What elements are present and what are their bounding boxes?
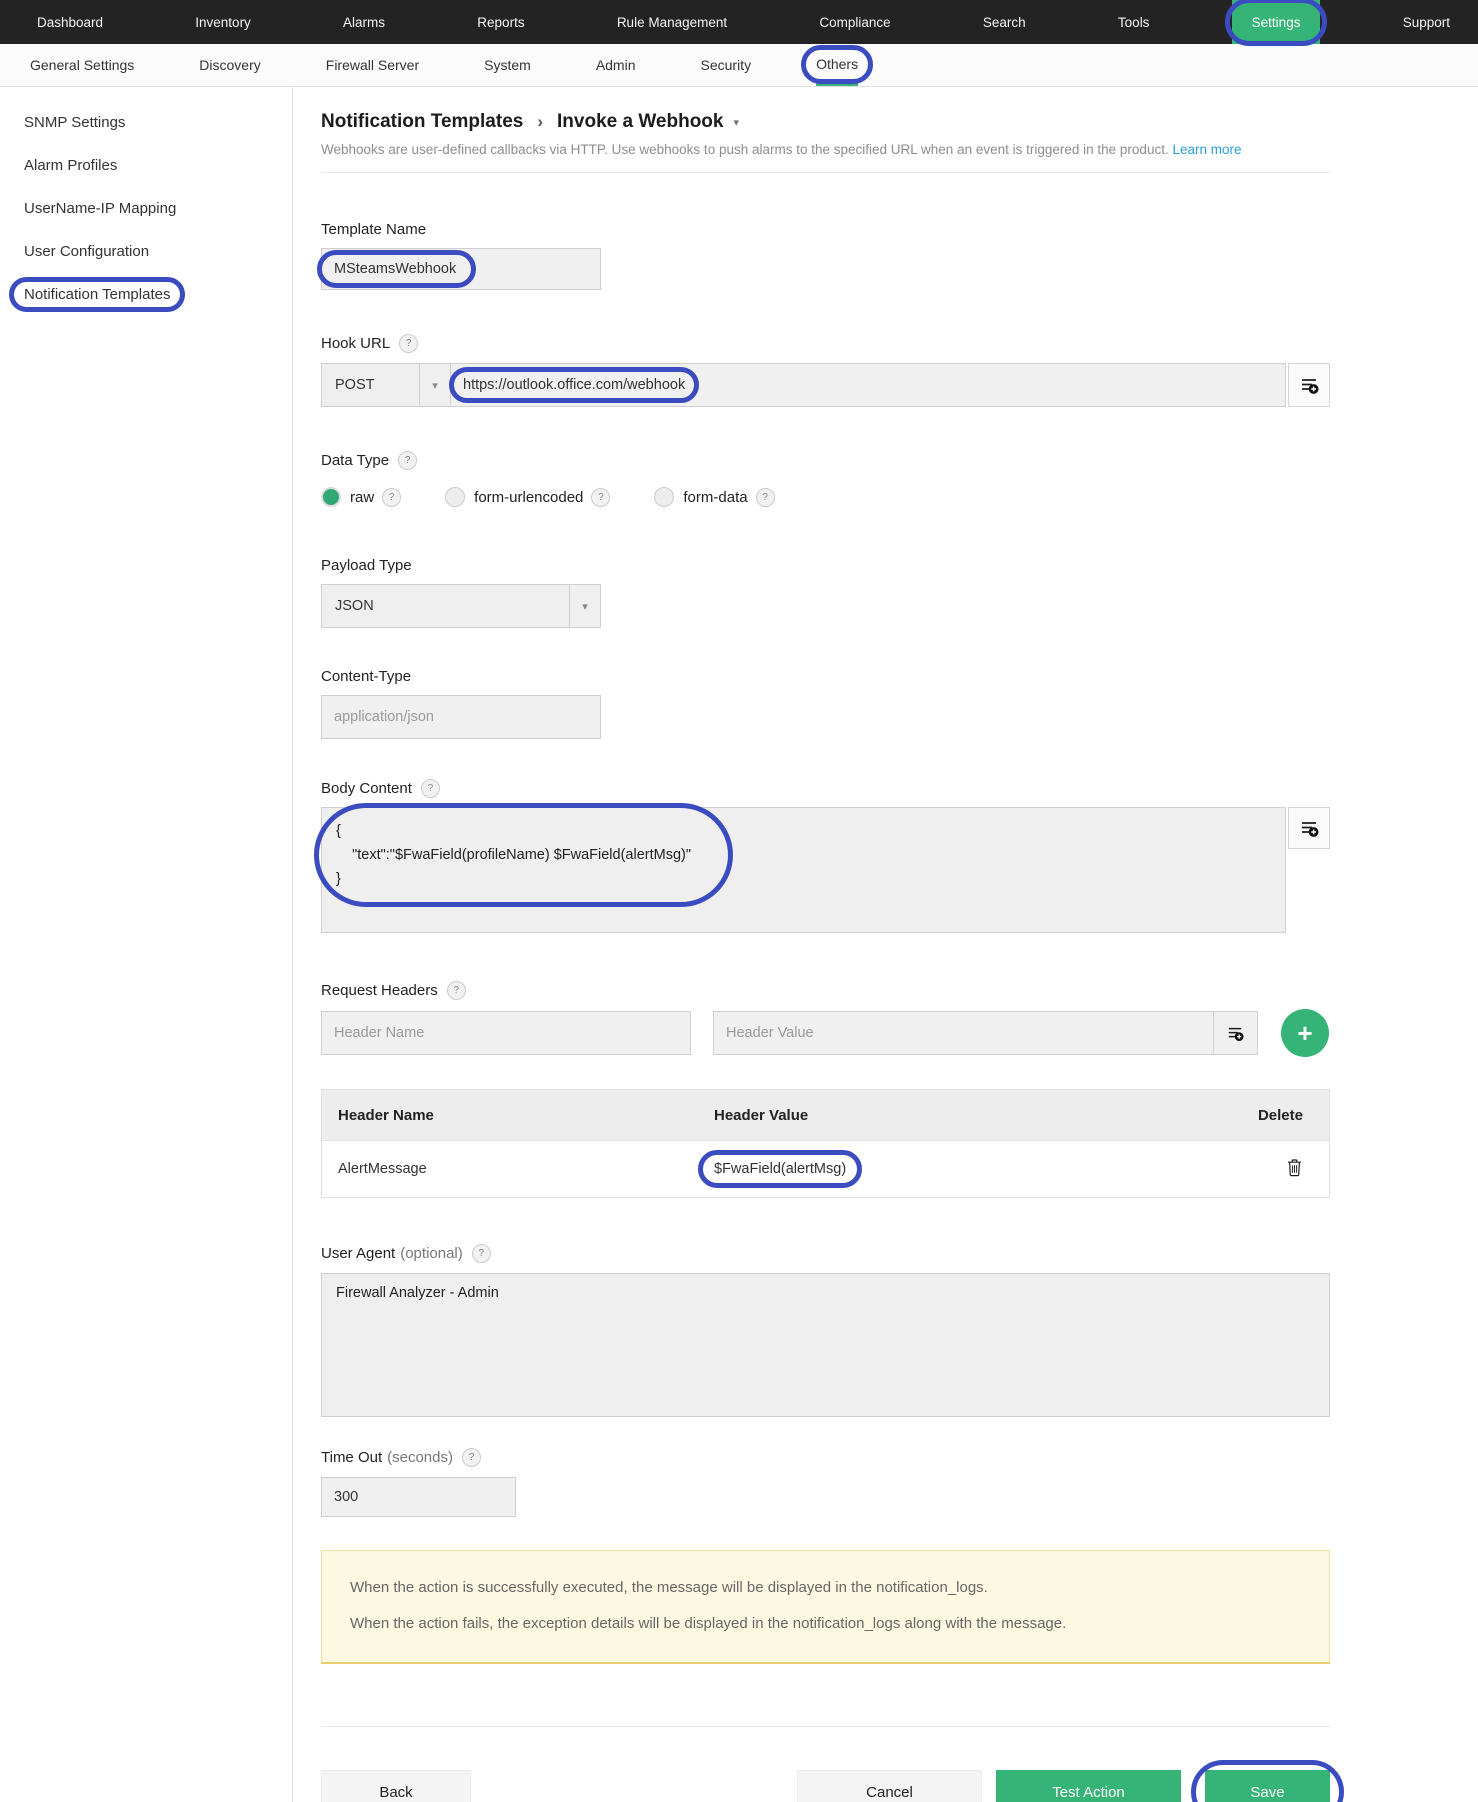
caret-down-icon[interactable]: ▾: [569, 585, 600, 627]
subnav-general-settings[interactable]: General Settings: [30, 57, 135, 73]
sidebar-item-alarm-profiles[interactable]: [0, 144, 292, 187]
back-button[interactable]: Back: [321, 1770, 471, 1802]
help-icon[interactable]: ?: [462, 1448, 481, 1467]
template-name-input[interactable]: [321, 248, 601, 290]
request-headers-inputs: [321, 1009, 1330, 1057]
request-headers-table: [321, 1089, 1330, 1198]
body-line: }: [336, 871, 341, 887]
sidebar-item-snmp-settings[interactable]: [0, 101, 292, 144]
help-icon[interactable]: ?: [421, 779, 440, 798]
nav-alarms[interactable]: Alarms: [343, 14, 386, 30]
payload-type-label: Payload Type: [321, 557, 412, 574]
insert-field-icon: [1300, 819, 1319, 838]
info-line: When the action is successfully executed, the message will be displayed in the notification_logs.: [350, 1579, 988, 1596]
nav-tools[interactable]: Tools: [1117, 14, 1150, 30]
subnav-others-label: Others: [816, 55, 859, 72]
user-agent-optional: (optional): [400, 1245, 463, 1262]
nav-inventory[interactable]: Inventory: [195, 14, 251, 30]
nav-settings-label: Settings: [1251, 14, 1301, 30]
insert-field-button[interactable]: [1288, 807, 1330, 849]
nav-reports[interactable]: Reports: [477, 14, 525, 30]
help-icon[interactable]: ?: [756, 488, 775, 507]
title-caret-down-icon[interactable]: ▾: [733, 116, 740, 129]
http-method-select[interactable]: [321, 363, 451, 407]
radio-label: form-urlencoded: [474, 488, 584, 506]
radio-label: raw: [350, 488, 375, 506]
body-line: "text":"$FwaField(profileName) $FwaField(alertMsg)": [336, 847, 691, 863]
content-type-placeholder: application/json: [334, 709, 434, 725]
help-icon[interactable]: ?: [382, 488, 401, 507]
table-header: [322, 1090, 1329, 1140]
template-name-value: MSteamsWebhook: [334, 261, 457, 277]
radio-form-data[interactable]: [654, 487, 674, 507]
sidebar-item-user-configuration[interactable]: [0, 230, 292, 273]
hook-url-row: [321, 363, 1330, 407]
content-type-input[interactable]: [321, 695, 601, 739]
save-button-label: Save: [1250, 1783, 1285, 1801]
sidebar-item-label: SNMP Settings: [24, 114, 126, 131]
body-content-row: [321, 807, 1330, 933]
page-title: Invoke a Webhook: [557, 111, 724, 132]
radio-form-urlencoded[interactable]: [445, 487, 465, 507]
time-out-seconds: (seconds): [387, 1449, 453, 1466]
user-agent-label: User Agent (optional) ?: [321, 1244, 1330, 1263]
hook-url-label: Hook URL ?: [321, 334, 1330, 353]
insert-field-icon: [1227, 1025, 1244, 1042]
table-row: [322, 1140, 1329, 1197]
hook-url-value: https://outlook.office.com/webhook: [463, 377, 686, 393]
insert-field-button[interactable]: [1213, 1012, 1257, 1054]
settings-sub-navigation: [0, 44, 1478, 87]
request-headers-label: Request Headers ?: [321, 981, 1330, 1000]
divider: [321, 172, 1330, 173]
subnav-firewall-server[interactable]: Firewall Server: [325, 57, 420, 73]
payload-type-value: JSON: [335, 598, 374, 614]
notification-info-box: [321, 1550, 1330, 1664]
user-agent-value: Firewall Analyzer - Admin: [336, 1285, 499, 1301]
test-action-button[interactable]: Test Action: [996, 1770, 1181, 1802]
nav-compliance[interactable]: Compliance: [819, 14, 891, 30]
trash-icon: [1286, 1158, 1303, 1177]
data-type-options: [321, 487, 1330, 507]
header-value-placeholder: Header Value: [726, 1025, 814, 1041]
action-buttons: [321, 1770, 1330, 1802]
col-header-delete: Delete: [1257, 1106, 1303, 1124]
delete-header-button[interactable]: [1286, 1158, 1303, 1181]
settings-sidebar: [0, 87, 293, 1802]
subnav-others[interactable]: [816, 44, 858, 86]
sidebar-item-username-ip-mapping[interactable]: [0, 187, 292, 230]
cancel-button[interactable]: Cancel: [797, 1770, 982, 1802]
data-type-label: Data Type ?: [321, 451, 1330, 470]
breadcrumb[interactable]: Notification Templates: [321, 111, 524, 132]
help-icon[interactable]: ?: [447, 981, 466, 1000]
breadcrumb-chevron-icon: ›: [537, 112, 544, 131]
col-header-value: Header Value: [714, 1106, 809, 1124]
info-line: When the action fails, the exception details will be displayed in the notification_logs along with the message.: [350, 1615, 1067, 1632]
subnav-system[interactable]: System: [484, 57, 531, 73]
content-type-label: Content-Type: [321, 668, 412, 685]
nav-support[interactable]: Support: [1402, 14, 1450, 30]
header-name-input[interactable]: [321, 1011, 691, 1055]
col-header-name: Header Name: [338, 1106, 434, 1124]
help-icon[interactable]: ?: [398, 451, 417, 470]
hook-url-input[interactable]: [451, 363, 1286, 407]
divider: [321, 1726, 1330, 1727]
time-out-label: Time Out (seconds) ?: [321, 1448, 1330, 1467]
body-content-label: Body Content ?: [321, 779, 1330, 798]
subnav-security[interactable]: Security: [700, 57, 752, 73]
sidebar-item-label: User Configuration: [24, 243, 150, 260]
sidebar-item-label: Alarm Profiles: [24, 157, 118, 174]
nav-rule-management[interactable]: Rule Management: [616, 14, 728, 30]
save-button[interactable]: [1205, 1770, 1330, 1802]
caret-down-icon[interactable]: ▾: [419, 364, 450, 406]
radio-label: form-data: [683, 488, 748, 506]
page-description: Webhooks are user-defined callbacks via HTTP. Use webhooks to push alarms to the specified URL when an event is triggered in the product. Learn more: [321, 142, 1242, 157]
sidebar-item-label: UserName-IP Mapping: [24, 200, 177, 217]
page-title-row: [321, 111, 1330, 133]
main-content: [293, 87, 1478, 1802]
insert-field-icon: [1300, 376, 1319, 395]
nav-search[interactable]: Search: [982, 14, 1026, 30]
radio-option-raw[interactable]: [321, 487, 401, 507]
subnav-discovery[interactable]: Discovery: [199, 57, 261, 73]
help-icon[interactable]: ?: [591, 488, 610, 507]
plus-icon: +: [1297, 1017, 1313, 1048]
body-content-textarea[interactable]: [321, 807, 1286, 933]
help-icon[interactable]: ?: [399, 334, 418, 353]
radio-raw[interactable]: [321, 487, 341, 507]
body-line: {: [336, 823, 341, 839]
top-navigation: [0, 0, 1478, 44]
template-name-label: Template Name: [321, 221, 427, 238]
add-header-button[interactable]: [1281, 1009, 1329, 1057]
radio-option-form-urlencoded[interactable]: [445, 487, 610, 507]
time-out-input[interactable]: [321, 1477, 516, 1517]
header-row-name: AlertMessage: [338, 1161, 427, 1177]
http-method-value: POST: [335, 377, 375, 393]
nav-dashboard[interactable]: Dashboard: [37, 14, 104, 30]
learn-more-link[interactable]: Learn more: [1172, 142, 1242, 157]
payload-type-select[interactable]: [321, 584, 601, 628]
subnav-admin[interactable]: Admin: [595, 57, 636, 73]
radio-option-form-data[interactable]: [654, 487, 774, 507]
time-out-value: 300: [334, 1489, 359, 1505]
insert-field-button[interactable]: [1288, 363, 1330, 407]
sidebar-item-notification-templates[interactable]: [0, 273, 292, 316]
header-row-value: $FwaField(alertMsg): [714, 1161, 847, 1177]
header-value-input[interactable]: [713, 1011, 1258, 1055]
sidebar-item-label: Notification Templates: [24, 286, 170, 303]
help-icon[interactable]: ?: [472, 1244, 491, 1263]
nav-settings[interactable]: [1232, 0, 1321, 44]
header-name-placeholder: Header Name: [334, 1025, 425, 1041]
user-agent-textarea[interactable]: [321, 1273, 1330, 1417]
